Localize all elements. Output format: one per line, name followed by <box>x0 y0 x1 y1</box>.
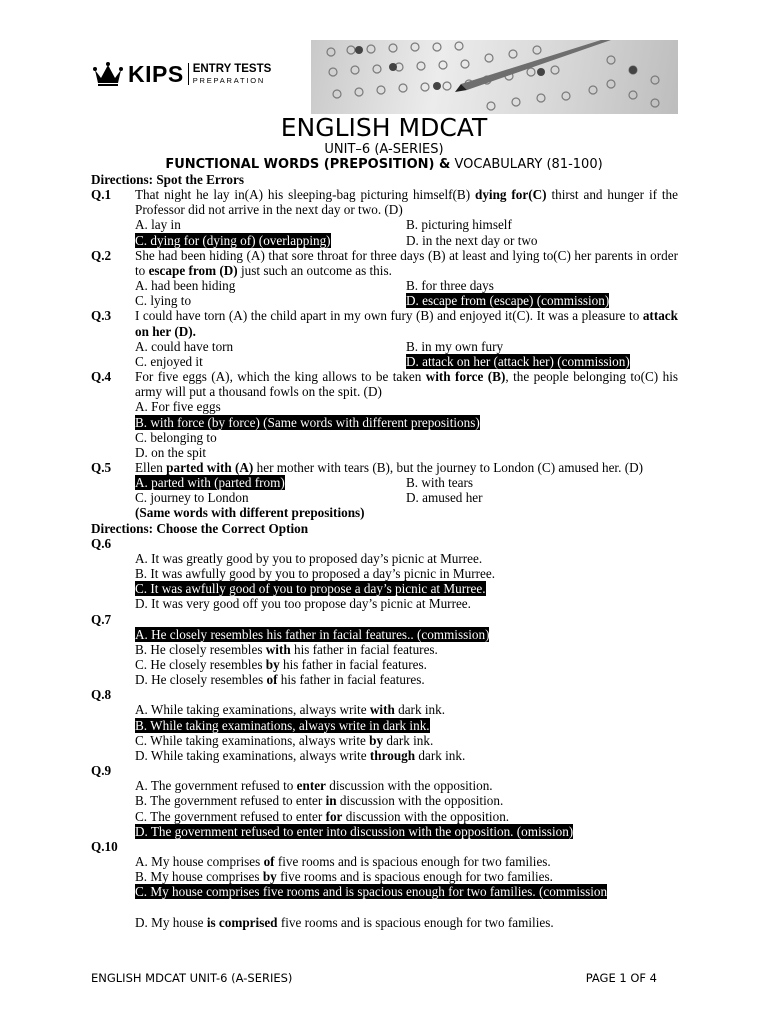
logo-divider <box>188 63 189 85</box>
questions-content <box>91 172 678 930</box>
option-text: B. He closely resembles <box>135 641 266 657</box>
option-bold: of <box>263 854 275 870</box>
options-row <box>135 354 678 369</box>
question-5 <box>91 460 678 475</box>
option-a <box>135 475 406 490</box>
option-text: D. on the spit <box>135 444 207 460</box>
option-text: discussion with the opposition. <box>342 808 510 824</box>
logo-sub-preparation: PREPARATION <box>192 76 266 85</box>
question-1 <box>91 187 678 217</box>
option-text: five rooms and is spacious enough for two families. <box>274 854 551 870</box>
option-a <box>135 217 406 232</box>
option-text: C. He closely resembles <box>135 657 266 672</box>
option-d <box>135 445 678 460</box>
question-text-bold: attack on her (D). <box>135 308 678 339</box>
option-d <box>135 672 678 687</box>
option-a <box>135 854 678 869</box>
question-number: Q.3 <box>91 308 112 324</box>
question-text <box>135 369 678 399</box>
question-number: Q.2 <box>91 247 112 263</box>
option-c <box>135 733 678 748</box>
option-d <box>406 233 677 248</box>
option-c <box>135 490 406 505</box>
kips-logo <box>92 58 271 90</box>
option-text: his father in facial features. <box>290 641 438 657</box>
answer-highlight: C. My house comprises five rooms and is spacious enough for two families. (commission <box>135 884 608 900</box>
option-text: B. in my own fury <box>406 338 504 354</box>
answer-highlight: B. with force (by force) (Same words with different prepositions) <box>135 414 480 430</box>
options-row <box>135 475 678 490</box>
question-text-part: That night he lay in(A) his sleeping-bag picturing himself(B) <box>135 187 475 203</box>
option-bold: with <box>265 641 291 657</box>
option-text: A. For five eggs <box>135 399 221 415</box>
crown-icon <box>92 61 124 87</box>
option-text: dark ink. <box>383 732 434 748</box>
option-b <box>406 217 677 232</box>
option-text: A. While taking examinations, always write <box>135 702 370 718</box>
option-bold: enter <box>296 778 326 794</box>
option-text: C. journey to London <box>135 490 249 506</box>
option-c <box>135 293 406 308</box>
options-row <box>135 490 678 505</box>
option-text: B. My house comprises <box>135 869 263 885</box>
answer-highlight: B. While taking examinations, always write in dark ink. <box>135 717 430 733</box>
option-d <box>406 354 677 369</box>
option-bold: by <box>265 657 280 672</box>
question-number: Q.1 <box>91 187 112 203</box>
answer-highlight: D. escape from (escape) (commission) <box>406 293 610 309</box>
topic-heading-bold: FUNCTIONAL WORDS (PREPOSITION) & <box>165 157 451 172</box>
option-text: B. It was awfully good by you to proposed a day’s picnic in Murree. <box>135 566 496 582</box>
question-note <box>135 505 678 520</box>
answer-sheet-bubbles-icon <box>311 40 678 114</box>
option-d <box>135 824 678 839</box>
option-text: D. amused her <box>406 490 483 506</box>
question-text-bold: dying for(C) <box>475 187 547 203</box>
answer-highlight: D. attack on her (attack her) (commission) <box>406 353 630 369</box>
option-b <box>135 566 678 581</box>
option-a <box>135 551 678 566</box>
question-9-number: Q.9 <box>91 763 112 779</box>
option-d <box>135 748 678 763</box>
question-number: Q.5 <box>91 459 112 475</box>
option-text: A. had been hiding <box>135 278 236 294</box>
option-c <box>135 354 406 369</box>
option-bold: of <box>266 672 278 688</box>
option-c <box>135 809 678 824</box>
option-b <box>406 278 677 293</box>
topic-heading-rest: VOCABULARY (81-100) <box>450 157 603 172</box>
option-text: D. While taking examinations, always write <box>135 747 370 763</box>
option-bold: with <box>369 702 395 718</box>
option-b <box>135 415 678 430</box>
question-text <box>135 460 678 475</box>
option-text: B. picturing himself <box>406 217 512 233</box>
option-bold: through <box>369 747 416 763</box>
question-4 <box>91 369 678 399</box>
option-bold: for <box>325 808 343 824</box>
option-text: D. He closely resembles <box>135 672 267 688</box>
option-b <box>406 339 677 354</box>
options-row <box>135 217 678 232</box>
logo-sub-entry-tests: ENTRY TESTS <box>192 62 272 75</box>
spacer <box>91 900 678 915</box>
footer-title: ENGLISH MDCAT UNIT-6 (A-SERIES) <box>91 971 293 985</box>
option-b <box>135 718 678 733</box>
option-text: A. lay in <box>135 217 181 233</box>
question-6-number: Q.6 <box>91 535 112 551</box>
option-bold: by <box>262 869 277 885</box>
question-7-number: Q.7 <box>91 611 112 627</box>
option-text: A. My house comprises <box>135 854 264 870</box>
question-text-part: I could have torn (A) the child apart in my own fury (B) and enjoyed it(C). It was a pleasure to <box>135 308 643 324</box>
answer-highlight: C. dying for (dying of) (overlapping) <box>135 232 331 248</box>
option-bold: is comprised <box>206 914 278 930</box>
question-text-part: her mother with tears (B), but the journey to London (C) amused her. (D) <box>253 459 643 475</box>
question-text <box>135 187 678 217</box>
option-a <box>135 702 678 717</box>
option-text: D. in the next day or two <box>406 232 538 248</box>
option-text: B. The government refused to enter <box>135 793 326 809</box>
question-text-part: just such an outcome as this. <box>237 262 392 278</box>
option-text: A. It was greatly good by you to proposed day’s picnic at Murree. <box>135 550 483 566</box>
answer-highlight: A. parted with (parted from) <box>135 475 285 491</box>
option-text: dark ink. <box>394 702 445 718</box>
topic-heading <box>0 157 768 172</box>
unit-subtitle: UNIT–6 (A-SERIES) <box>324 142 444 157</box>
option-text: discussion with the opposition. <box>336 793 504 809</box>
option-c <box>135 657 678 672</box>
question-text-part: For five eggs (A), which the king allows to be taken <box>135 369 426 385</box>
question-text-part: , the people belonging to(C) his army will put a thousand fowls on the spit. (D) <box>135 369 679 400</box>
options-row <box>135 339 678 354</box>
logo-text: KIPS <box>128 60 184 87</box>
question-8-number: Q.8 <box>91 687 112 703</box>
question-text <box>135 308 678 338</box>
option-d <box>135 596 678 611</box>
question-text-part: thirst and hunger if the Professor did not arrive in the next day or two. (D) <box>135 187 679 218</box>
option-text: D. It was very good off you too propose day’s picnic at Murree. <box>135 596 471 612</box>
options-row <box>135 233 678 248</box>
option-text: C. enjoyed it <box>135 353 203 369</box>
option-text: C. belonging to <box>135 429 217 445</box>
option-text: C. While taking examinations, always write <box>135 732 370 748</box>
option-text: his father in facial features. <box>277 672 425 688</box>
question-2 <box>91 248 678 278</box>
option-text: D. My house <box>135 914 207 930</box>
question-10-number: Q.10 <box>91 838 118 854</box>
question-text-bold: with force (B) <box>425 369 506 385</box>
option-text: A. could have torn <box>135 338 234 354</box>
question-3 <box>91 308 678 338</box>
option-a <box>135 778 678 793</box>
option-b <box>135 642 678 657</box>
question-text-part: She had been hiding (A) that sore throat for three days (B) at least and lying to(C) her parents in order to <box>135 247 678 278</box>
option-c <box>135 430 678 445</box>
option-text: A. The government refused to <box>135 778 297 794</box>
option-text: C. lying to <box>135 293 192 309</box>
answer-highlight: D. The government refused to enter into discussion with the opposition. (omission) <box>135 823 574 839</box>
answer-highlight: A. He closely resembles his father in facial features.. (commission) <box>135 626 490 642</box>
footer-page-number: PAGE 1 OF 4 <box>585 971 657 985</box>
option-d <box>406 490 677 505</box>
option-b <box>135 793 678 808</box>
option-a <box>135 278 406 293</box>
option-text: five rooms and is spacious enough for two families. <box>277 914 554 930</box>
logo-subtitle <box>193 64 272 85</box>
option-text: his father in facial features. <box>279 657 427 672</box>
question-text-bold: parted with (A) <box>166 459 254 475</box>
directions-choose-option: Directions: Choose the Correct Option <box>91 520 309 536</box>
option-d <box>135 915 678 930</box>
option-b <box>406 475 677 490</box>
option-text: B. with tears <box>406 475 474 491</box>
question-number: Q.4 <box>91 369 112 385</box>
option-text: discussion with the opposition. <box>325 778 493 794</box>
option-c <box>135 233 406 248</box>
option-a <box>135 399 678 414</box>
option-a <box>135 339 406 354</box>
option-text: C. The government refused to enter <box>135 808 326 824</box>
question-text-part: Ellen <box>135 459 167 475</box>
page-title: ENGLISH MDCAT <box>280 113 488 142</box>
option-c <box>135 884 678 899</box>
option-text: five rooms and is spacious enough for two families. <box>276 869 553 885</box>
directions-spot-errors: Directions: Spot the Errors <box>91 172 244 187</box>
option-text: dark ink. <box>415 747 466 763</box>
note-text: (Same words with different prepositions) <box>135 505 365 521</box>
option-b <box>135 869 678 884</box>
options-row <box>135 278 678 293</box>
options-row <box>135 293 678 308</box>
option-bold: by <box>369 732 384 748</box>
answer-highlight: C. It was awfully good of you to propose a day’s picnic at Murree. <box>135 581 486 597</box>
option-a <box>135 627 678 642</box>
question-text-bold: escape from (D) <box>148 262 238 278</box>
option-bold: in <box>325 793 337 809</box>
option-d <box>406 293 677 308</box>
answer-sheet-photo <box>311 40 678 114</box>
question-text <box>135 248 678 278</box>
option-text: B. for three days <box>406 278 494 294</box>
option-c <box>135 581 678 596</box>
